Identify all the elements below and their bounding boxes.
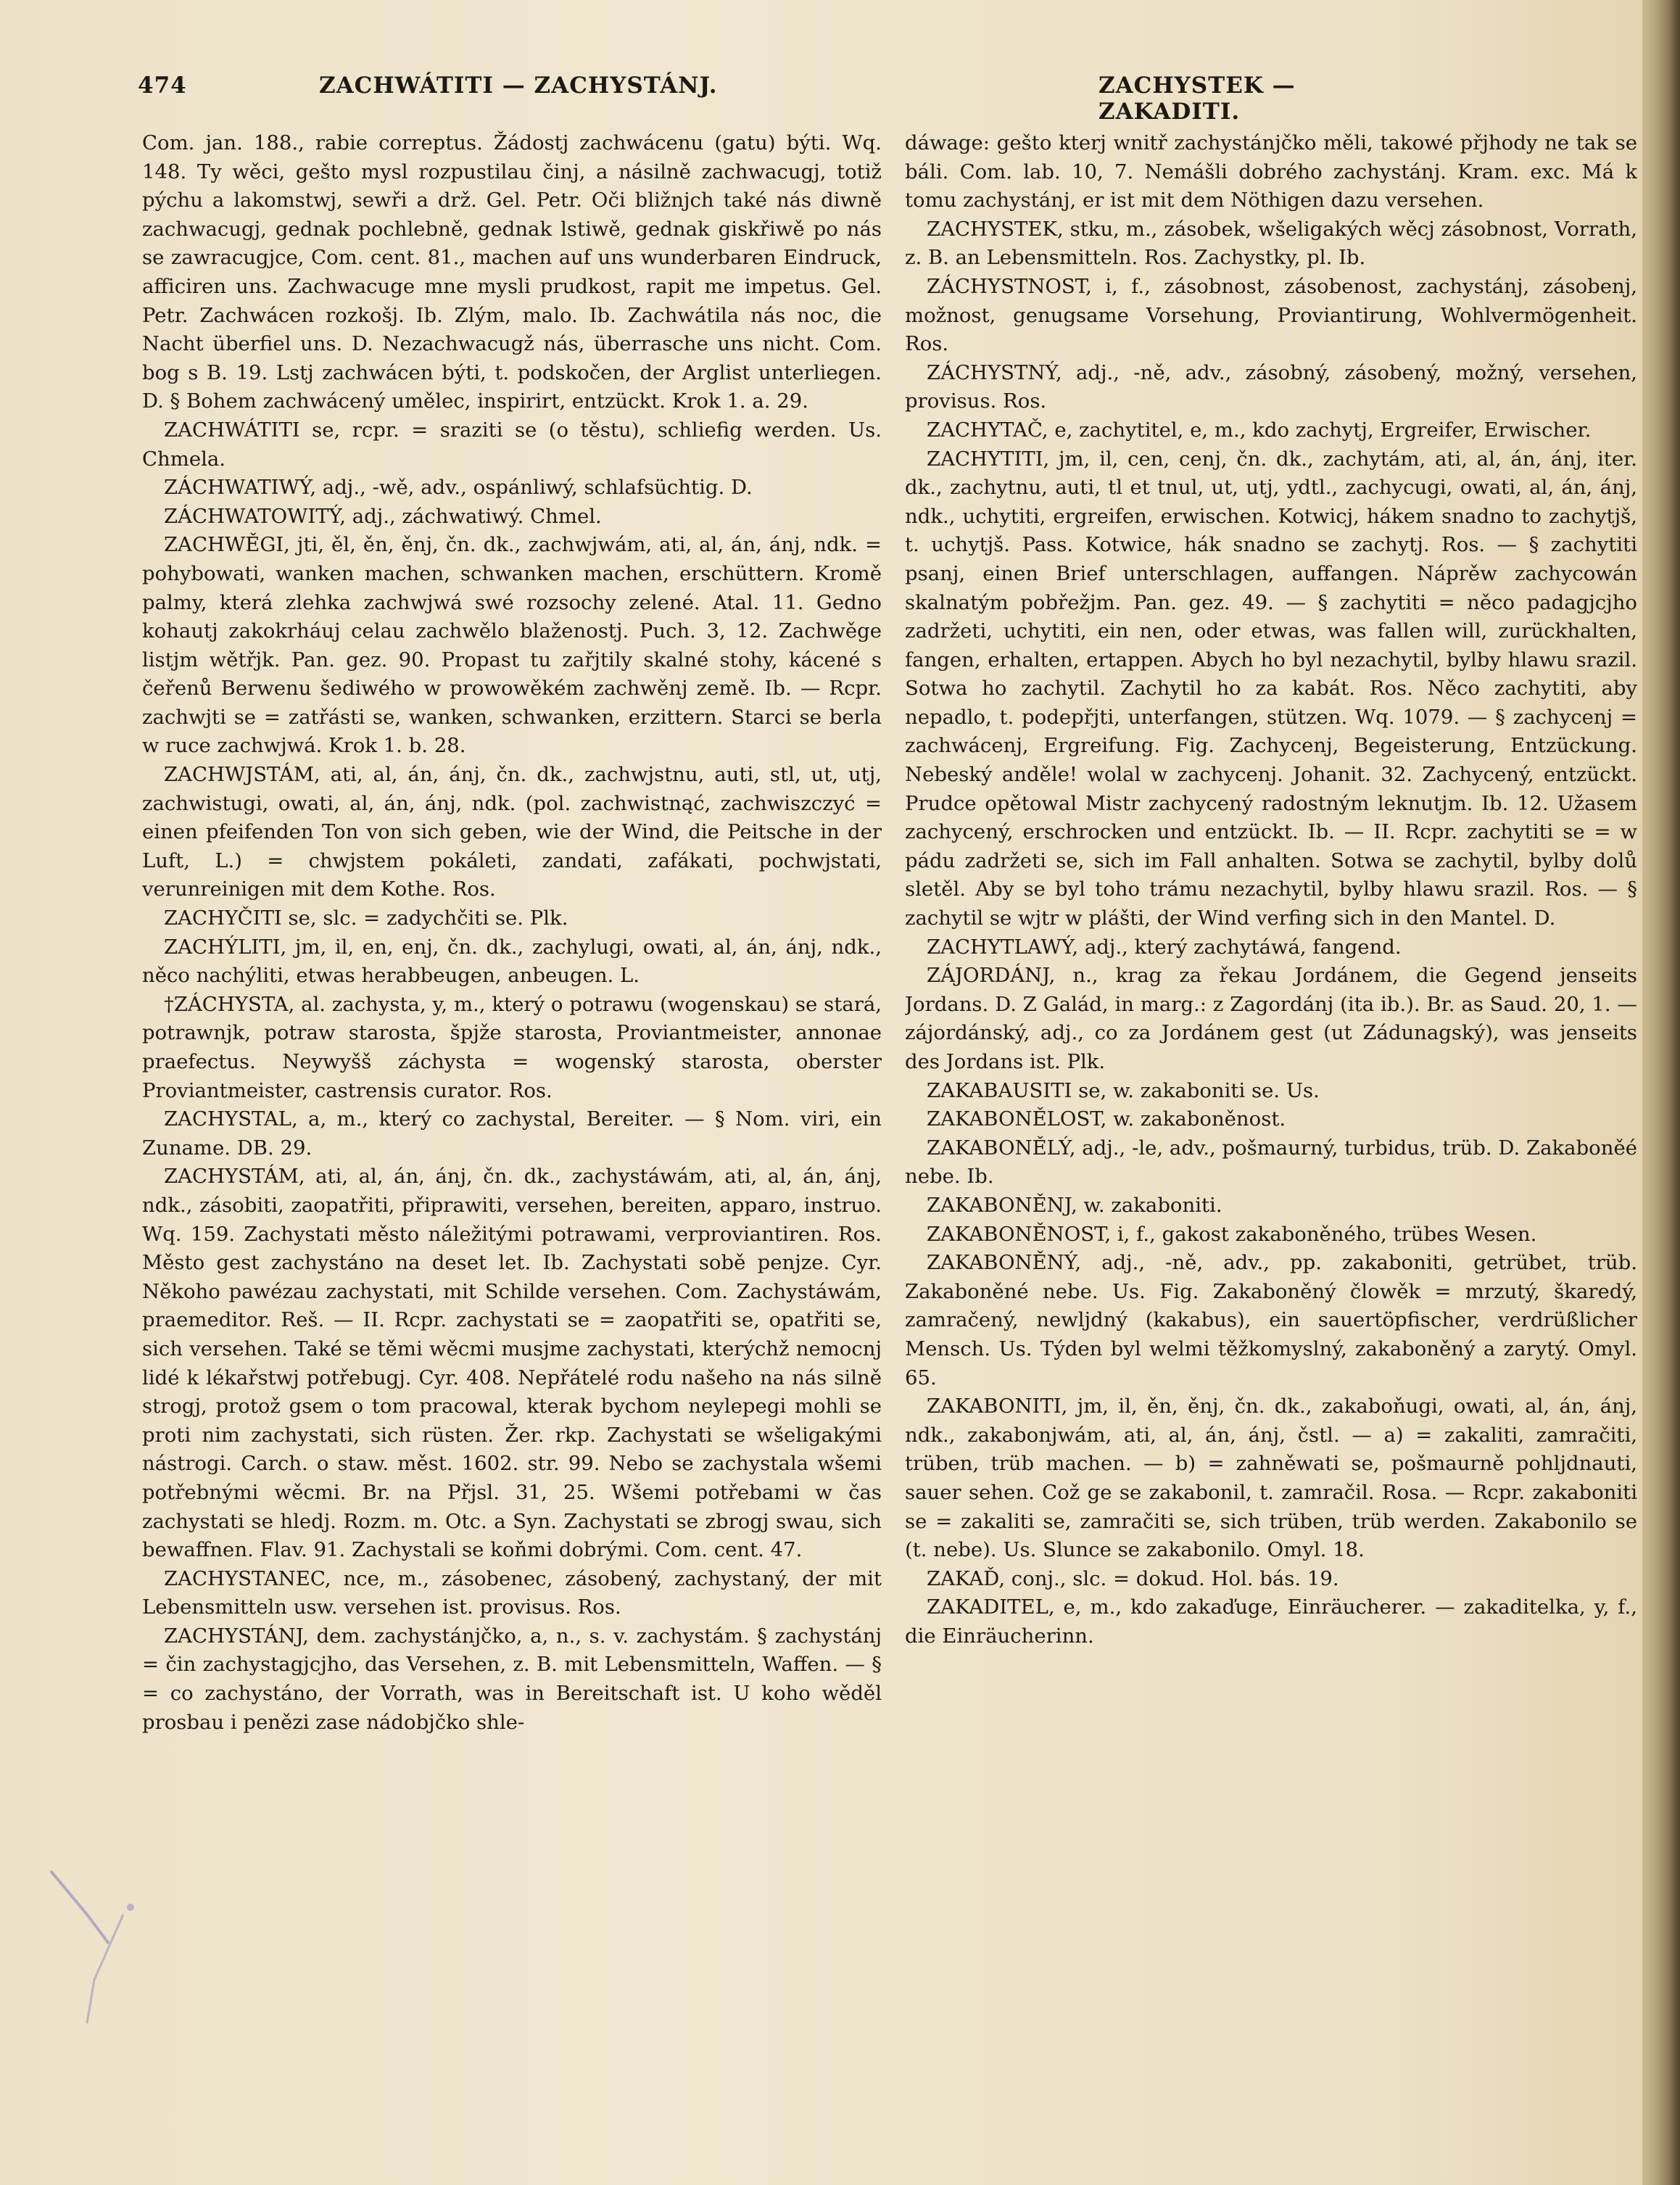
dictionary-entry: ZACHYSTÁNJ, dem. zachystánjčko, a, n., s. v. zachystám. § zachystánj = čin zachystagjcjho, das Versehen, z. B. mit Lebensmitteln, Waffen. — § = co zachystáno, der Vorrath, was in Bereitschaft ist. U koho wěděl prosbau i penězi zase nádobjčko shle- — [142, 1624, 882, 1734]
running-head-right: ZACHYSTEK — ZAKADITI. — [1098, 73, 1296, 125]
dictionary-entry: †ZÁCHYSTA, al. zachysta, y, m., který o potrawu (wogenskau) se stará, potrawnjk, potraw starosta, špjže starosta, Proviantmeister, annonae praefectus. Neywyšš záchysta = wogenský starosta, oberster Proviantmeister, castrensis curator. Ros. — [142, 992, 882, 1102]
dictionary-entry: ZÁCHWATIWÝ, adj., -wě, adv., ospánliwý, schlafsüchtig. D. — [164, 476, 753, 500]
dictionary-entry: ZACHYTITI, jm, il, cen, cenj, čn. dk., zachytám, ati, al, án, ánj, iter. dk., zachytnu, auti, tl et tnul, ut, utj, ydtl., zachycugi, owati, al, án, ánj, ndk., uchytiti, ergreifen, erwischen. Kotwicj, hákem snadno to zachytjš, t. uchytjš. Pass. Kotwice, hák snadno se zachytj. Ros. — § zachytiti psanj, einen Brief unterschlagen, auffangen. Náprěw zachycowán skalnatým pobřežjm. Pan. gez. 49. — § zachytiti = něco padagjcjho zadržeti, uchytiti, ein nen, oder etwas, was fallen will, zurückhalten, fangen, erhalten, ertappen. Abych ho byl nezachytil, bylby hlawu srazil. Sotwa ho zachytil. Zachytil ho za kabát. Ros. Něco zachytiti, aby nepadlo, t. podepřjti, unterfangen, stützen. Wq. 1079. — § zachycenj = zachwácenj, Ergreifung. Fig. Zachycenj, Begeisterung, Entzückung. Nebeský anděle! wolal w zachycenj. Johanit. 32. Zachycený, entzückt. Prudce opětowal Mistr zachycený radostným leknutjm. Ib. 12. Užasem zachycený, erschrocken und entzückt. Ib. — II. Rcpr. zachytiti se = w pádu zadržeti se, sich im Fall anhalten. Sotwa se zachytil, bylby dolů sletěl. Aby se byl toho trámu nezachytil, bylby hlawu srazil. Ros. — § zachytil se wjtr w plášti, der Wind verfing sich in den Mantel. D. — [905, 447, 1637, 930]
dictionary-entry: ZAKABONĚNJ, w. zakaboniti. — [927, 1193, 1222, 1217]
dictionary-entry: ZÁJORDÁNJ, n., krag za řekau Jordánem, die Gegend jenseits Jordans. D. Z Galád, in marg.: z Zagordánj (ita ib.). Br. as Saud. 20, 1. — zájordánský, adj., co za Jordánem gest (ut Zádunagský), was jenseits des Jordans ist. Plk. — [905, 964, 1637, 1073]
dictionary-entry: ZACHYSTEK, stku, m., zásobek, wšeligakých wěcj zásobnost, Vorrath, z. B. an Lebensmitteln. Ros. Zachystky, pl. Ib. — [905, 217, 1637, 270]
dictionary-entry: ZAKAĎ, conj., slc. = dokud. Hol. bás. 19. — [927, 1566, 1339, 1590]
right-column — [905, 129, 1637, 2131]
dictionary-entry: ZACHYČITI se, slc. = zadychčiti se. Plk. — [164, 906, 568, 930]
dictionary-entry: Com. jan. 188., rabie correptus. Žádostj zachwácenu (gatu) býti. Wq. 148. Ty wěci, gešto mysl rozpustilau činj, a násilně zachwacugj, totiž pýchu a lakomstwj, sewři a drž. Gel. Petr. Oči bližnjch také nás diwně zachwacugj, gednak pochlebně, gednak lstiwě, gednak giskřiwě po nás se zawracugjce, Com. cent. 81., machen auf uns wunderbaren Eindruck, afficiren uns. Zachwacuge mne mysli prudkost, rapit me impetus. Gel. Petr. Zachwácen rozkošj. Ib. Zlým, malo. Ib. Zachwátila nás noc, die Nacht überfiel uns. D. Nezachwacugž nás, überrasche uns nicht. Com. bog s B. 19. Lstj zachwácen býti, t. podskočen, der Arglist unterliegen. D. § Bohem zachwácený umělec, inspirirt, entzückt. Krok 1. a. 29. — [142, 131, 882, 413]
book-page-edge — [1642, 0, 1680, 2185]
dictionary-entry: dáwage: gešto kterj wnitř zachystánjčko měli, takowé přjhody ne tak se báli. Com. lab. 10, 7. Nemášli dobrého zachystánj. Kram. exc. Má k tomu zachystánj, er ist mit dem Nöthigen dazu versehen. — [905, 131, 1637, 212]
dictionary-entry: ZÁCHWATOWITÝ, adj., záchwatiwý. Chmel. — [164, 504, 602, 528]
running-head-left: ZACHWÁTITI — ZACHYSTÁNJ. — [319, 73, 718, 99]
left-column — [142, 129, 882, 2131]
dictionary-entry: ZAKADITEL, e, m., kdo zakaďuge, Einräucherer. — zakaditelka, y, f., die Einräucherinn. — [905, 1595, 1637, 1648]
dictionary-entry: ZACHYTLAWÝ, adj., který zachytáwá, fangend. — [927, 935, 1402, 959]
page-header — [138, 73, 1428, 125]
dictionary-entry: ZÁCHYSTNOST, i, f., zásobnost, zásobenost, zachystánj, zásobenj, možnost, genugsame Vorsehung, Proviantirung, Wohlvermögenheit. Ros. — [905, 274, 1637, 356]
dictionary-entry: ZACHÝLITI, jm, il, en, enj, čn. dk., zachylugi, owati, al, án, ánj, ndk., něco nachýliti, etwas herabbeugen, anbeugen. L. — [142, 935, 882, 988]
dictionary-entry: ZAKABONĚNOST, i, f., gakost zakaboněného, trübes Wesen. — [927, 1222, 1537, 1246]
dictionary-entry: ZACHYSTANEC, nce, m., zásobenec, zásobený, zachystaný, der mit Lebensmitteln usw. versehen ist. provisus. Ros. — [142, 1566, 882, 1619]
dictionary-entry: ZAKABONĚLÝ, adj., -le, adv., pošmaurný, turbidus, trüb. D. Zakaboněé nebe. Ib. — [905, 1136, 1637, 1189]
dictionary-entry: ZACHWJSTÁM, ati, al, án, ánj, čn. dk., zachwjstnu, auti, stl, ut, utj, zachwistugi, owati, al, án, ánj, ndk. (pol. zachwistnąć, zachwiszczyć = einen pfeifenden Ton von sich geben, wie der Wind, die Peitsche in der Luft, L.) = chwjstem pokáleti, zandati, zafákati, pochwjstati, verunreinigen mit dem Kothe. Ros. — [142, 763, 882, 901]
ink-stain — [44, 1856, 167, 2045]
dictionary-entry: ZAKABAUSITI se, w. zakaboniti se. Us. — [927, 1078, 1320, 1102]
dictionary-entry: ZACHYSTAL, a, m., který co zachystal, Bereiter. — § Nom. viri, ein Zuname. DB. 29. — [142, 1107, 882, 1160]
dictionary-entry: ZÁCHYSTNÝ, adj., -ně, adv., zásobný, zásobený, možný, versehen, provisus. Ros. — [905, 360, 1637, 413]
dictionary-entry: ZACHYTAČ, e, zachytitel, e, m., kdo zachytj, Ergreifer, Erwischer. — [927, 418, 1592, 442]
dictionary-entry: ZACHWĚGI, jti, ěl, ěn, ěnj, čn. dk., zachwjwám, ati, al, án, ánj, ndk. = pohybowati, wanken machen, schwanken machen, erschüttern. Kromě palmy, která zlehka zachwjwá swé rozsochy zelené. Atal. 11. Gedno kohautj zakokrháuj celau zachwělo blaženostj. Puch. 3, 12. Zachwěge listjm wětřjk. Pan. gez. 90. Propast tu zařjtily skalné stohy, kácené s čeřenů Berwenu šediwého w prowowěkém zachwěnj země. Ib. — Rcpr. zachwjti se = zatřásti se, wanken, schwanken, erzittern. Starci se berla w ruce zachwjwá. Krok 1. b. 28. — [142, 533, 882, 758]
dictionary-entry: ZAKABONĚLOST, w. zakaboněnost. — [927, 1107, 1286, 1131]
dictionary-entry: ZACHYSTÁM, ati, al, án, ánj, čn. dk., zachystáwám, ati, al, án, ánj, ndk., zásobiti, zaopatřiti, připrawiti, versehen, bereiten, apparo, instruo. Wq. 159. Zachystati město náležitými potrawami, verproviantiren. Ros. Město gest zachystáno na deset let. Ib. Zachystati sobě penjze. Cyr. Někoho pawézau zachystati, mit Schilde versehen. Com. Zachystáwám, praemeditor. Reš. — II. Rcpr. zachystati se = zaopatřiti se, opatřiti se, sich versehen. Také se těmi wěcmi musjme zachystati, kterýchž nemocnj lidé k lékařstwj potřebugj. Cyr. 408. Nepřátelé rodu našeho na nás silně strogj, protož gsem o tom pracowal, kterak bychom neylepegi mohli se proti nim zachystati, sich rüsten. Žer. rkp. Zachystati se wšeligakými nástrogi. Carch. o staw. měst. 1602. str. 99. Nebo se zachystala wšemi potřebnými wěcmi. Br. na Přjsl. 31, 25. Wšemi potřebami w čas zachystati se hledj. Rozm. m. Otc. a Syn. Zachystati se zbrogj swau, sich bewaffnen. Flav. 91. Zachystali se koňmi dobrými. Com. cent. 47. — [142, 1165, 882, 1562]
dictionary-entry: ZAKABONĚNÝ, adj., -ně, adv., pp. zakaboniti, getrübet, trüb. Zakaboněné nebe. Us. Fig. Zakaboněný člowěk = mrzutý, škaredý, zamračený, newljdný (kakabus), ein sauertöpfischer, verdrüßlicher Mensch. Us. Týden byl welmi těžkomyslný, zakaboněný a zarytý. Omyl. 65. — [905, 1251, 1637, 1389]
dictionary-entry: ZACHWÁTITI se, rcpr. = sraziti se (o těstu), schliefig werden. Us. Chmela. — [142, 418, 882, 471]
page-number: 474 — [138, 73, 187, 99]
dictionary-entry: ZAKABONITI, jm, il, ěn, ěnj, čn. dk., zakaboňugi, owati, al, án, ánj, ndk., zakabonjwám, ati, al, án, ánj, čstl. — a) = zakaliti, zamračiti, trüben, trüb machen. — b) = zahněwati se, pošmaurně pohljdnauti, sauer sehen. Což ge se zakabonil, t. zamračil. Rosa. — Rcpr. zakaboniti se = zakaliti se, zamračiti se, sich trüben, trüb werden. Zakabonilo se (t. nebe). Us. Slunce se zakabonilo. Omyl. 18. — [905, 1395, 1637, 1562]
